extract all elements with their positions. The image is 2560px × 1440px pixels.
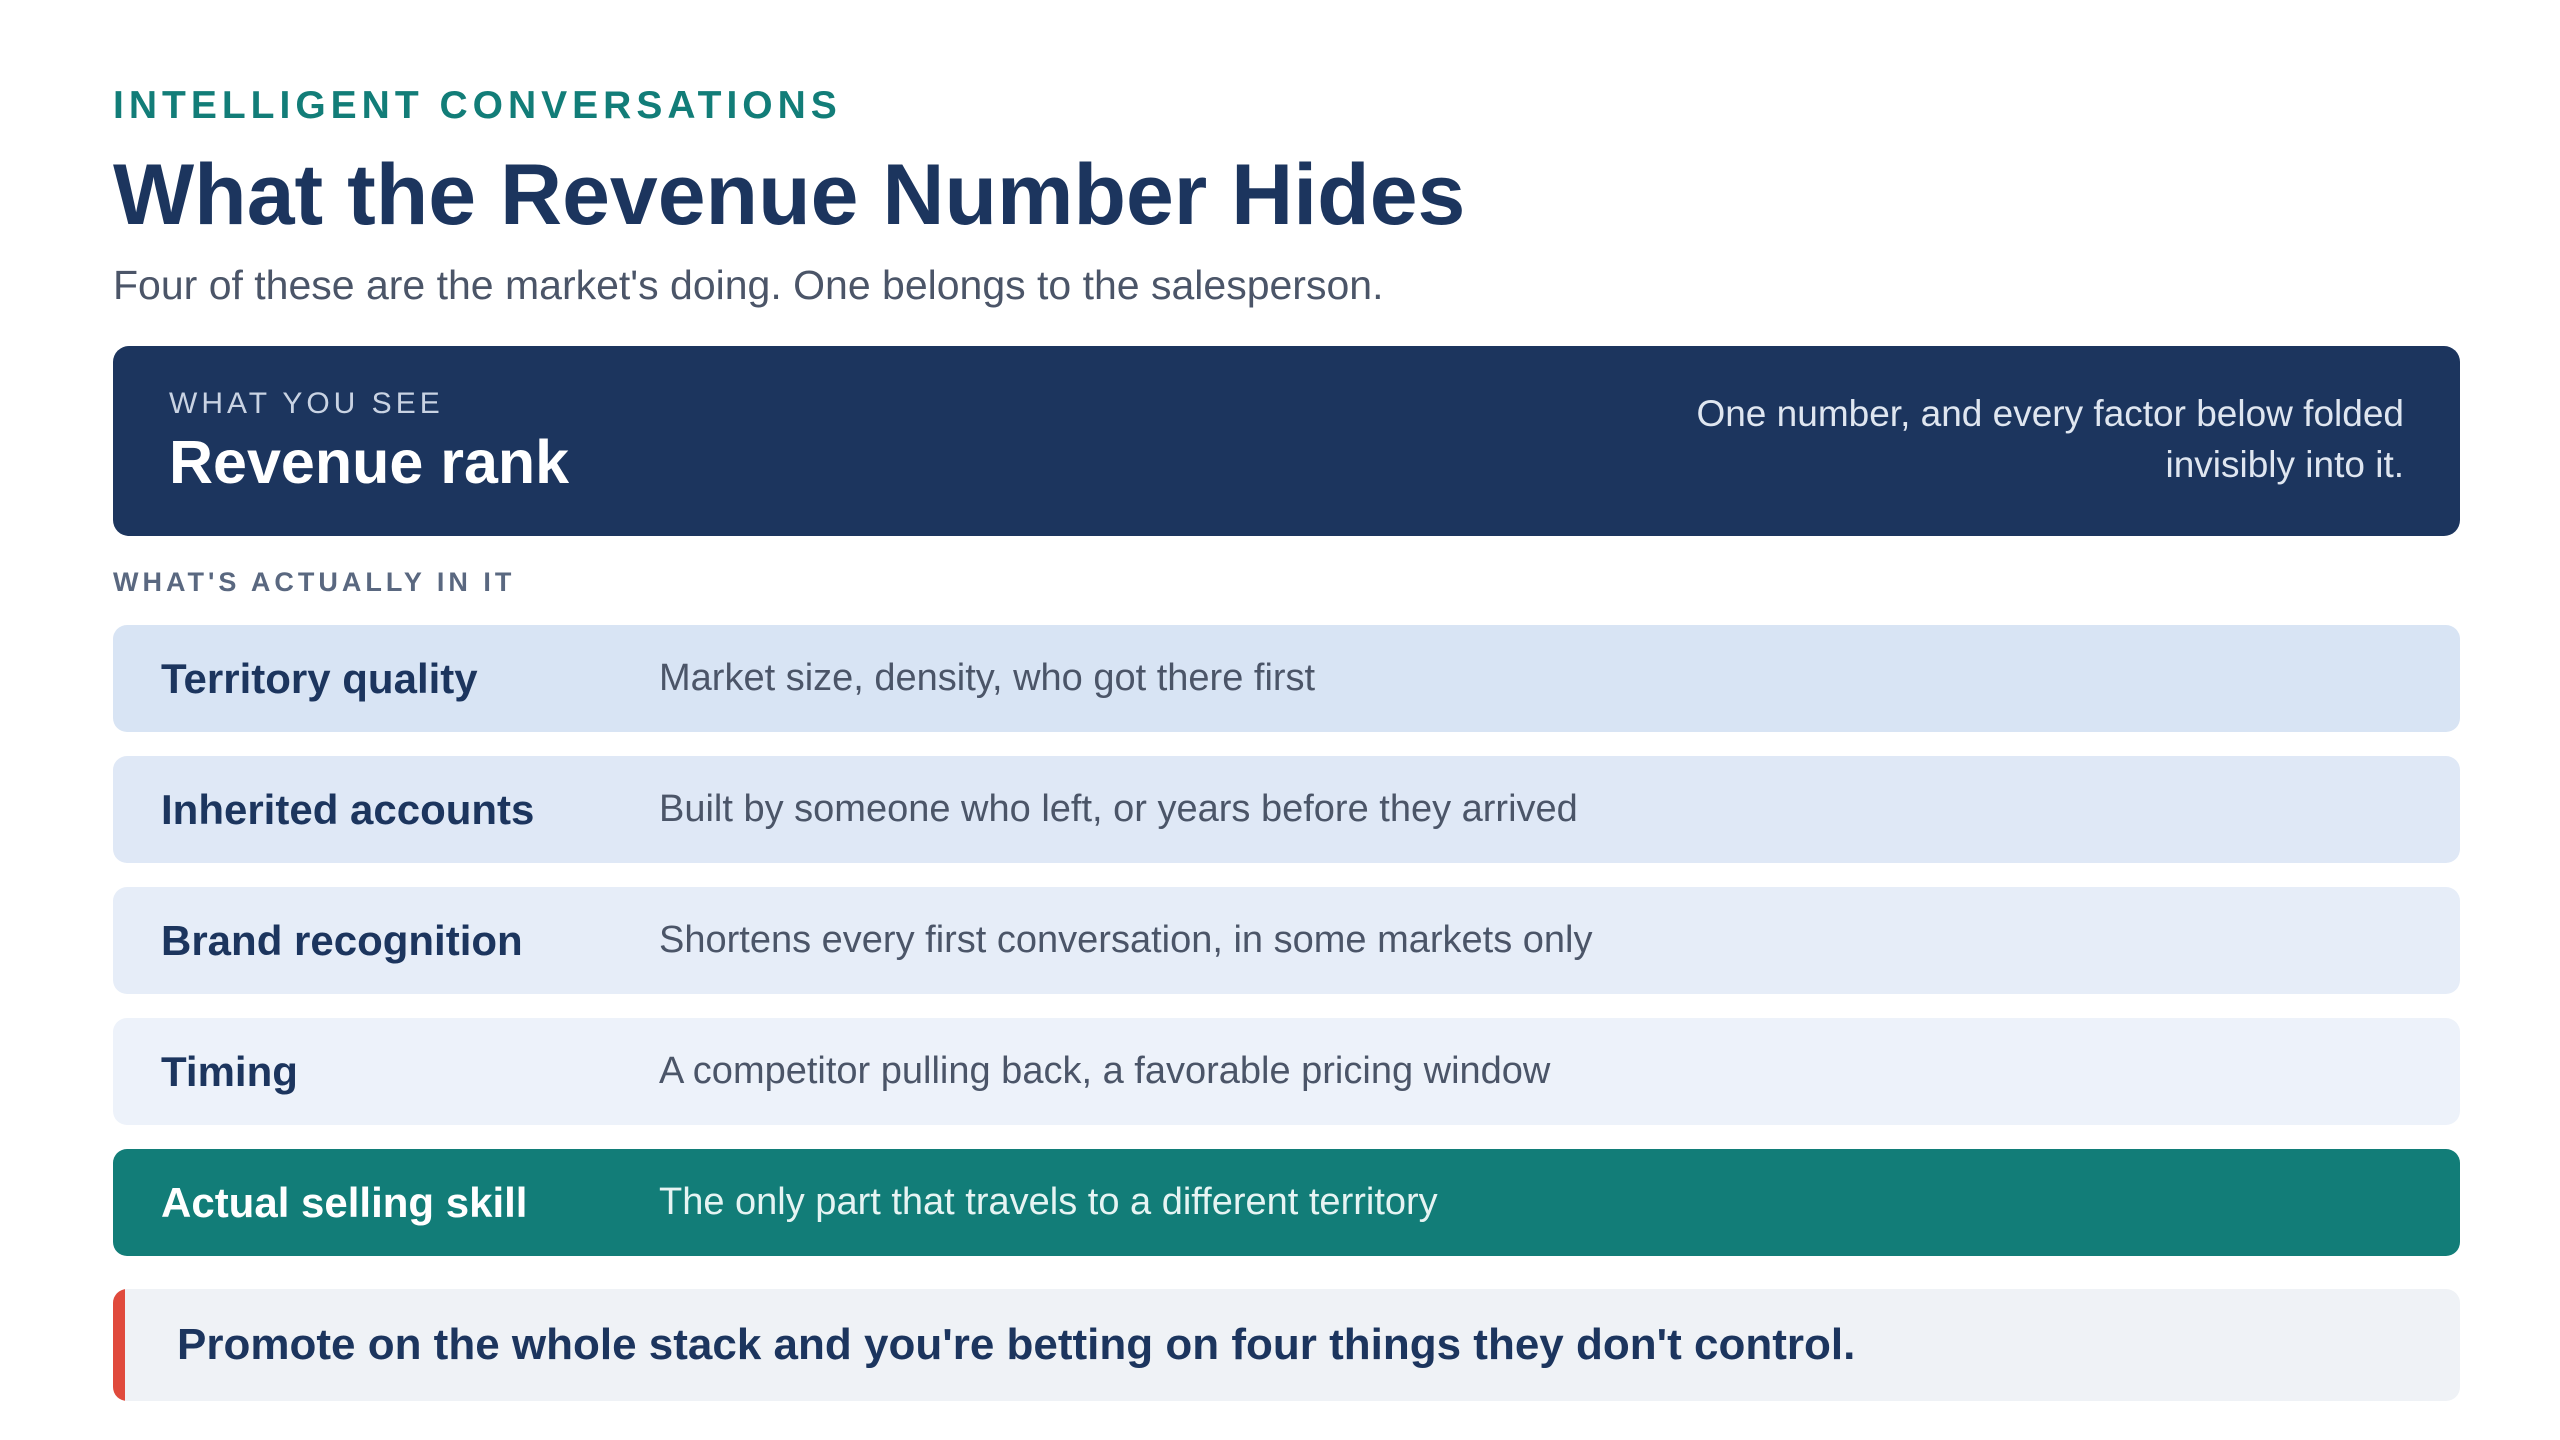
- factor-description: Market size, density, who got there first: [659, 657, 1316, 699]
- factor-name: Territory quality: [161, 655, 478, 702]
- callout-accent-bar: [113, 1289, 125, 1401]
- factor-description: A competitor pulling back, a favorable pricing window: [659, 1050, 1551, 1092]
- factor-description: Shortens every first conversation, in some markets only: [659, 919, 1593, 961]
- factor-row-brand-recognition: [113, 887, 2460, 994]
- factor-description: The only part that travels to a different territory: [659, 1181, 1438, 1223]
- hero-kicker: WHAT YOU SEE: [169, 387, 444, 420]
- factor-row-timing: [113, 1018, 2460, 1125]
- revenue-rank-card: [113, 346, 2460, 536]
- factor-name: Actual selling skill: [161, 1179, 528, 1226]
- hero-note: One number, and every factor below folded invisibly into it.: [1696, 393, 2404, 485]
- factor-name: Inherited accounts: [161, 786, 535, 833]
- section-label: WHAT'S ACTUALLY IN IT: [113, 567, 516, 597]
- takeaway-callout: [113, 1289, 2460, 1401]
- eyebrow-label: INTELLIGENT CONVERSATIONS: [113, 84, 842, 127]
- factor-row-selling-skill: [113, 1149, 2460, 1256]
- factor-row-inherited-accounts: [113, 756, 2460, 863]
- callout-text: Promote on the whole stack and you're betting on four things they don't control.: [177, 1320, 1856, 1369]
- page-title: What the Revenue Number Hides: [113, 147, 1466, 243]
- factor-name: Timing: [161, 1048, 298, 1095]
- page-subtitle: Four of these are the market's doing. One belongs to the salesperson.: [113, 262, 1384, 308]
- factor-list: [113, 625, 2460, 1280]
- hero-value: Revenue rank: [169, 428, 570, 496]
- factor-name: Brand recognition: [161, 917, 523, 964]
- factor-description: Built by someone who left, or years before they arrived: [659, 788, 1578, 830]
- factor-row-territory-quality: [113, 625, 2460, 732]
